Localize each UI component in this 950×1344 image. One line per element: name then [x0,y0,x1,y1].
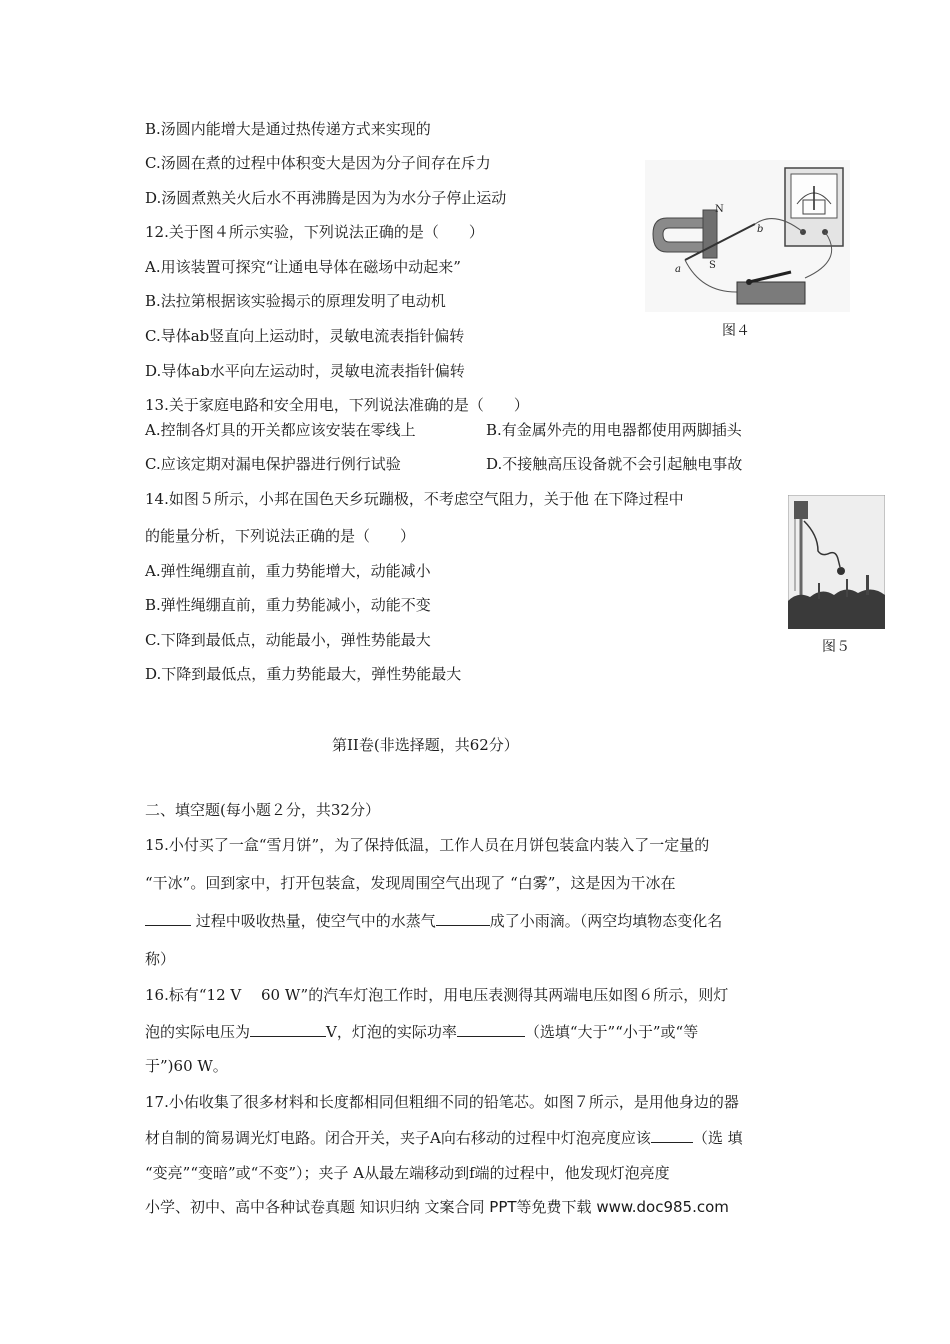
q12-option-c: C.导体ab竖直向上运动时，灵敏电流表指针偏转 [145,327,465,345]
magnet-s-label: S [709,260,716,271]
figure-4-caption: 图４ [722,323,750,339]
q17-line-2-text-a: 材自制的简易调光灯电路。闭合开关，夹子A向右移动的过程中灯泡亮度应该 [145,1129,651,1147]
q16-blank-2[interactable] [457,1022,525,1037]
q15-line-3-text-b: 成了小雨滴。（两空均填物态变化名 [489,912,723,930]
q14-stem-line-1: 14.如图５所示，小邦在国色天乡玩蹦极，不考虑空气阻力，关于他 在下降过程中 [145,490,684,508]
q16-line-2-text-b: V，灯泡的实际功率 [326,1023,457,1041]
q15-blank-2[interactable] [436,911,490,926]
q16-line-2-text-c: （选填“大于”“小于”或“等 [524,1023,699,1041]
q15-line-2: “干冰”。回到家中，打开包装盒，发现周围空气出现了 “白雾”，这是因为干冰在 [145,874,676,892]
q16-line-2 [145,1022,698,1042]
q14-option-a: A.弹性绳绷直前，重力势能增大，动能减小 [145,562,431,580]
section-2-subtitle: 二、填空题(每小题２分，共32分） [145,801,380,819]
q17-line-3: “变亮”“变暗”或“不变”）；夹子 A从最左端移动到f端的过程中，他发现灯泡亮度 [145,1164,670,1182]
q16-blank-1[interactable] [250,1022,326,1037]
q17-line-2-text-b: （选 填 [692,1129,743,1147]
section-2-title: 第II卷(非选择题，共62分） [332,736,519,754]
figure-5-caption: 图５ [822,639,850,655]
figure-5-image [788,495,885,629]
q16-line-1: 16.标有“12 V 60 W”的汽车灯泡工作时，用电压表测得其两端电压如图６所示，则灯 [145,986,729,1004]
magnet-n-label: N [715,204,724,215]
conductor-b-label: b [757,224,764,235]
q15-line-4: 称） [145,950,176,968]
q17-blank-1[interactable] [651,1128,693,1143]
q17-line-1: 17.小佑收集了很多材料和长度都相同但粗细不同的铅笔芯。如图７所示，是用他身边的器 [145,1093,739,1111]
q15-line-3 [145,911,722,931]
figure-5-drawing [788,495,885,629]
q14-option-d: D.下降到最低点，重力势能最大，弹性势能最大 [145,665,462,683]
q16-line-3: 于”)60 W。 [145,1057,228,1075]
q14-stem-line-2: 的能量分析，下列说法正确的是（ ） [145,527,416,545]
q11-option-d: D.汤圆煮熟关火后水不再沸腾是因为为水分子停止运动 [145,189,507,207]
q13-option-c: C.应该定期对漏电保护器进行例行试验 [145,455,401,473]
conductor-a-label: a [675,264,681,275]
q11-option-b: B.汤圆内能增大是通过热传递方式来实现的 [145,120,431,138]
footer-text: 小学、初中、高中各种试卷真题 知识归纳 文案合同 PPT等免费下载 www.doc985.com [145,1198,729,1216]
q14-option-c: C.下降到最低点，动能最小，弹性势能最大 [145,631,431,649]
figure-4-image [645,160,850,312]
figure-4-drawing [645,160,850,312]
q11-option-c: C.汤圆在煮的过程中体积变大是因为分子间存在斥力 [145,154,491,172]
q14-option-b: B.弹性绳绷直前，重力势能减小，动能不变 [145,596,431,614]
q12-option-a: A.用该装置可探究“让通电导体在磁场中动起来” [145,258,461,276]
q12-option-b: B.法拉第根据该实验揭示的原理发明了电动机 [145,292,446,310]
q12-stem: 12.关于图４所示实验，下列说法正确的是（ ） [145,223,484,241]
q15-line-3-text-a: 过程中吸收热量，使空气中的水蒸气 [191,912,436,930]
q13-option-b: B.有金属外壳的用电器都使用两脚插头 [486,421,742,439]
q12-option-d: D.导体ab水平向左运动时，灵敏电流表指针偏转 [145,362,465,380]
q13-option-a: A.控制各灯具的开关都应该安装在零线上 [145,421,416,439]
q17-line-2 [145,1128,743,1148]
q13-stem: 13.关于家庭电路和安全用电，下列说法准确的是（ ） [145,396,529,414]
q15-line-1: 15.小付买了一盒“雪月饼”，为了保持低温，工作人员在月饼包装盒内装入了一定量的 [145,836,710,854]
q13-option-d: D.不接触高压设备就不会引起触电事故 [486,455,743,473]
q15-blank-1[interactable] [145,911,191,926]
q16-line-2-text-a: 泡的实际电压为 [145,1023,251,1041]
